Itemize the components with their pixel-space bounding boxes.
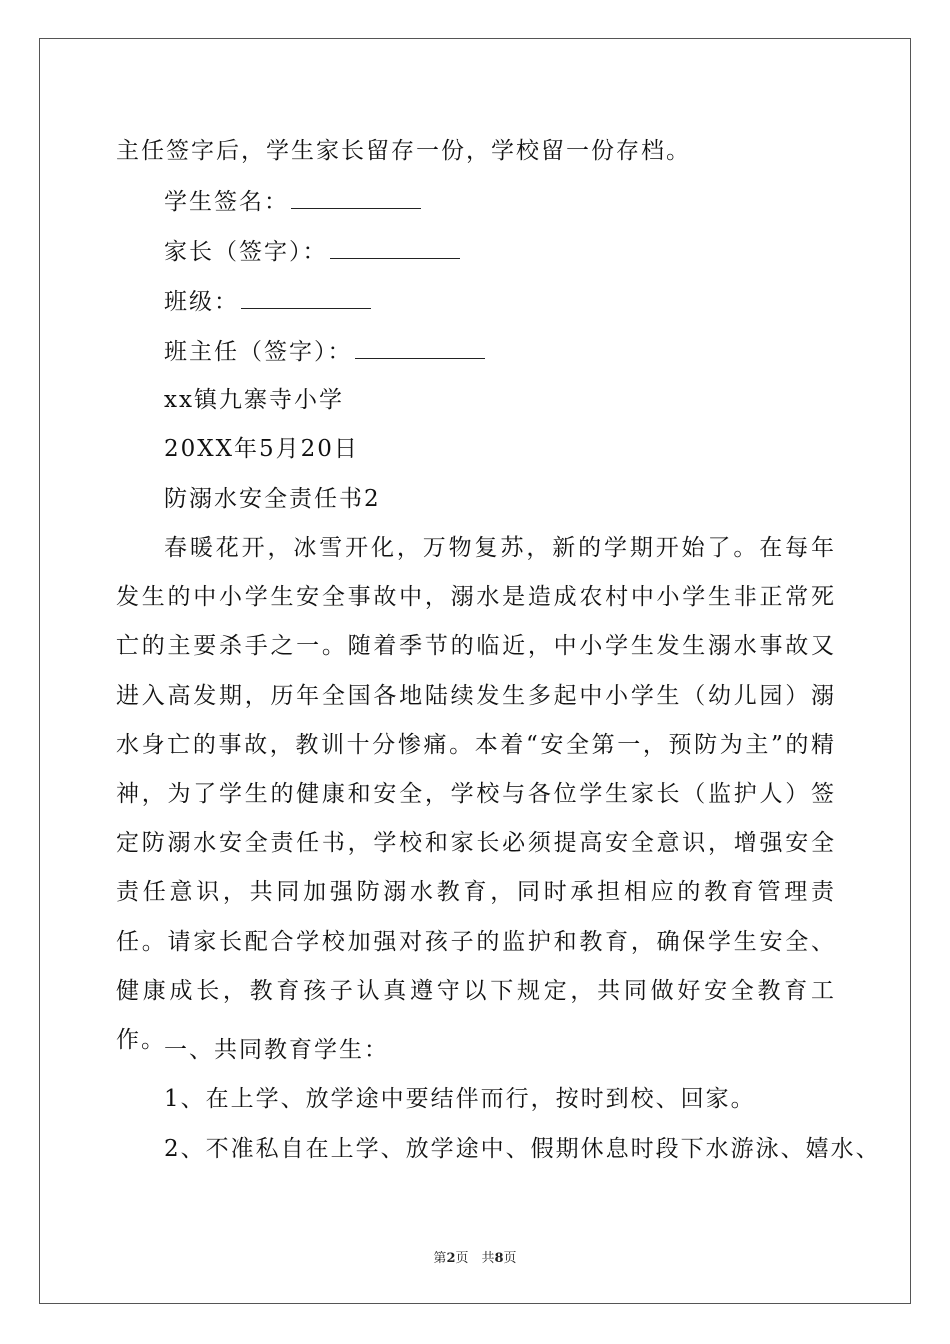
- parent-signature-label: 家长（签字）：: [164, 239, 328, 265]
- parent-signature-blank: [330, 236, 460, 259]
- parent-signature-line: [164, 236, 460, 267]
- student-signature-label: 学生签名：: [164, 189, 289, 215]
- teacher-signature-label: 班主任（签字）：: [164, 339, 353, 365]
- student-signature-blank: [291, 186, 421, 209]
- text-line-signature-note: 主任签字后，学生家长留存一份，学校留一份存档。: [116, 138, 691, 164]
- section-heading: 一、共同教育学生：: [164, 1037, 389, 1063]
- document-date: 20XX年5月20日: [164, 436, 359, 462]
- footer-prefix: 第: [433, 1251, 447, 1266]
- rule-item-1: 1、在上学、放学途中要结伴而行，按时到校、回家。: [164, 1086, 756, 1112]
- teacher-signature-line: [164, 336, 485, 367]
- class-line: [164, 286, 371, 317]
- section-title: 防溺水安全责任书2: [164, 486, 381, 512]
- rule-item-2: 2、不准私自在上学、放学途中、假期休息时段下水游泳、嬉水、: [164, 1136, 881, 1162]
- class-blank: [241, 286, 371, 309]
- body-paragraph: 春暖花开，冰雪开化，万物复苏，新的学期开始了。在每年发生的中小学生安全事故中，溺水是造成农村中小学生非正常死亡的主要杀手之一。随着季节的临近，中小学生发生溺水事故又进入高发期，历年全国各地陆续发生多起中小学生（幼儿园）溺水身亡的事故，教训十分惨痛。本着“安全第一，预防为主”的精神，为了学生的健康和安全，学校与各位学生家长（监护人）签定防溺水安全责任书，学校和家长必须提高安全意识，增强安全责任意识，共同加强防溺水教育，同时承担相应的教育管理责任。请家长配合学校加强对孩子的监护和教育，确保学生安全、健康成长，教育孩子认真遵守以下规定，共同做好安全教育工作。: [116, 535, 836, 1054]
- footer-total-pages: 8: [494, 1251, 504, 1266]
- class-label: 班级：: [164, 289, 239, 315]
- footer-mid: 页 共: [455, 1251, 495, 1266]
- teacher-signature-blank: [355, 336, 485, 359]
- school-name: xx镇九寨寺小学: [164, 387, 344, 413]
- footer-suffix: 页: [503, 1251, 517, 1266]
- footer-page-number: 2: [446, 1251, 456, 1266]
- student-signature-line: [164, 186, 421, 217]
- page-footer: [0, 1247, 950, 1266]
